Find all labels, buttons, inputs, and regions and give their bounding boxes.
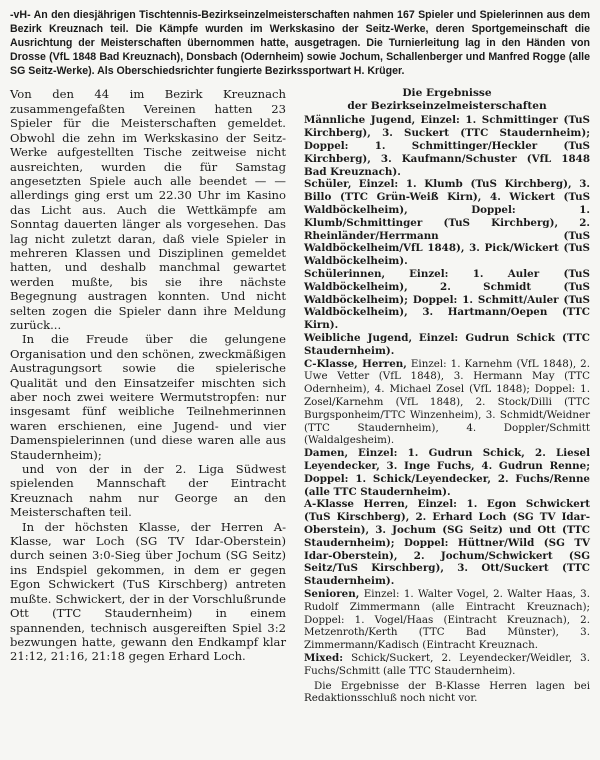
result-text: Einzel: Gudrun Schick (TTC Staudernheim). (304, 332, 591, 357)
results-list (304, 114, 590, 677)
article-paragraph: und von der in der 2. Liga Südwest spielenden Mannschaft der Eintracht Kreuznach nahm nur George an den Meisterschaften teil. (10, 462, 286, 520)
result-category: C-Klasse, Herren, (304, 357, 407, 370)
result-entry (304, 178, 590, 268)
result-category: Schüler, (304, 178, 352, 191)
results-box (304, 87, 590, 705)
article-body (10, 87, 286, 705)
results-title: Die Ergebnisse (402, 87, 492, 100)
article-paragraph: Von den 44 im Bezirk Kreuznach zusammengefaßten Vereinen hatten 23 Spieler für die Meisterschaften gemeldet. Obwohl die zehn im Werkskasino der Seitz-Werke aufgestellten Tische zeitweise nicht ausreichten, wurden die für Samstag angesetzten Spiele auch alle beendet — — allerdings ging erst um 22.30 Uhr im Kasino das Licht aus. Auch die Wettkämpfe am Sonntag dauerten länger als vorgesehen. Das lag nicht zuletzt daran, daß viele Spieler in mehreren Klassen und Disziplinen gemeldet hatten, und deshalb manchmal gewartet werden mußte, bis sie ihre nächste Begegnung austragen konnten. Und nicht selten zogen die Spieler dann ihre Meldung zurück... (10, 87, 286, 332)
results-note: Die Ergebnisse der B-Klasse Herren lagen bei Redaktionsschluß noch nicht vor. (304, 679, 590, 705)
result-entry (304, 332, 590, 358)
result-entry (304, 358, 590, 448)
result-entry (304, 498, 590, 588)
result-category: Schülerinnen, (304, 268, 386, 281)
result-entry (304, 268, 590, 332)
result-text: Einzel: 1. Auler (TuS Waldböckelheim), 2. Schmidt (TuS Waldböckelheim); Doppel: 1. Schmitt/Auler (TuS Waldböckelheim), 3. Hartmann/Oepen (TTC Kirn). (304, 268, 590, 332)
article-columns (10, 87, 590, 705)
intro-paragraph: -vH- An den diesjährigen Tischtennis-Bezirkseinzelmeisterschaften nahmen 167 Spieler und Spielerinnen aus dem Bezirk Kreuznach teil. Die Kämpfe wurden im Werkskasino der Seitz-Werke, deren Sportgemeinschaft die Ausrichtung der Meisterschaften übernommen hatte, ausgetragen. Die Turnierleitung lag in den Händen von Drosse (VfL 1848 Bad Kreuznach), Donsbach (Odernheim) sowie Jochum, Schallenberger und Manfred Rogge (alle SG Seitz-Werke). Als Oberschiedsrichter fungierte Bezirkssportwart H. Krüger. (10, 9, 590, 78)
result-entry (304, 588, 590, 652)
result-text: Einzel: 1. Walter Vogel, 2. Walter Haas, 3. Rudolf Zimmermann (alle Eintracht Kreuznach); Doppel: 1. Vogel/Haas (Eintracht Kreuznach), 2. Metzenroth/Kerth (TTC Bad Münster), 3. Zimmermann/Kadisch (Eintracht Kreuznach. (304, 587, 590, 652)
result-text: Einzel: 1. Klumb (TuS Kirchberg), 3. Billo (TTC Grün-Weiß Kirn), 4. Wickert (TuS Waldböckelheim), Doppel: 1. Klumb/Schmittinger (TuS Kirchberg), 2. Rheinländer/Herrmann (TuS Waldböckelheim/VfL 1848), 3. Pick/Wickert (TuS Waldböckelheim). (304, 178, 590, 268)
result-text: Schick/Suckert, 2. Leyendecker/Weidler, 3. Fuchs/Schmitt (alle TTC Staudernheim). (304, 651, 590, 677)
result-text: Einzel: 1. Gudrun Schick, 2. Liesel Leyendecker, 3. Inge Fuchs, 4. Gudrun Renne; Doppel: 1. Schick/Leyendecker, 2. Fuchs/Renne (alle TTC Staudernheim). (304, 447, 590, 498)
article-paragraph: In der höchsten Klasse, der Herren A-Klasse, war Loch (SG TV Idar-Oberstein) durch seinen 3:0-Sieg über Jochum (SG Seitz) ins Endspiel gekommen, in dem er gegen Egon Schwickert (TuS Kirschberg) antreten mußte. Schwickert, der in der Vorschlußrunde Ott (TTC Staudernheim) in einem spannenden, technisch ausgereiften Spiel 3:2 bezwungen hatte, gewann den Endkampf klar 21:12, 21:16, 21:18 gegen Erhard Loch. (10, 519, 286, 664)
result-entry (304, 652, 590, 678)
result-text: Einzel: 1. Schmittinger (TuS Kirchberg), 3. Suckert (TTC Staudernheim); Doppel: 1. Schmittinger/Heckler (TuS Kirchberg), 3. Kaufmann/Schuster (VfL 1848 Bad Kreuznach). (304, 114, 590, 178)
result-category: Senioren, (304, 587, 360, 600)
result-category: Mixed: (304, 651, 344, 664)
result-text: Einzel: 1. Karnehm (VfL 1848), 2. Uwe Vetter (VfL 1848), 3. Hermann May (TTC Odernheim), 4. Michael Zosel (VfL 1848); Doppel: 1. Zosel/Karnehm (VfL 1848), 2. Stock/Dilli (TTC Burgsponheim/TTC Winzenheim), 3. Schmidt/Weidner (TTC Staudernheim), 4. Doppler/Schmitt (Waldalgesheim). (304, 357, 590, 447)
article-paragraph: In die Freude über die gelungene Organisation und den schönen, zweckmäßigen Austragungsort sowie die spielerische Qualität und den Einsatzeifer mischten sich aber noch zwei weitere Wermutstropfen: nur insgesamt fünf weibliche Teilnehmerinnen waren erschienen, eine Jugend- und vier Damenspielerinnen (und diese waren alle aus Staudernheim); (10, 332, 286, 462)
result-text: Einzel: 1. Egon Schwickert (TuS Kirschberg), 2. Erhard Loch (SG TV Idar-Oberstein), 3. Jochum (SG Seitz) und Ott (TTC Staudernheim); Doppel: Hüttner/Wild (SG TV Idar-Oberstein), 2. Jochum/Schwickert (SG Seitz/TuS Kirschberg), 3. Ott/Suckert (TTC Staudernheim). (304, 498, 590, 588)
result-entry (304, 447, 590, 498)
results-subtitle: der Bezirkseinzelmeisterschaften (347, 100, 547, 113)
result-category: Weibliche Jugend, (304, 332, 413, 345)
result-category: Männliche Jugend, (304, 114, 416, 127)
result-category: A-Klasse Herren, (304, 498, 409, 511)
result-category: Damen, (304, 447, 349, 460)
result-entry (304, 114, 590, 178)
